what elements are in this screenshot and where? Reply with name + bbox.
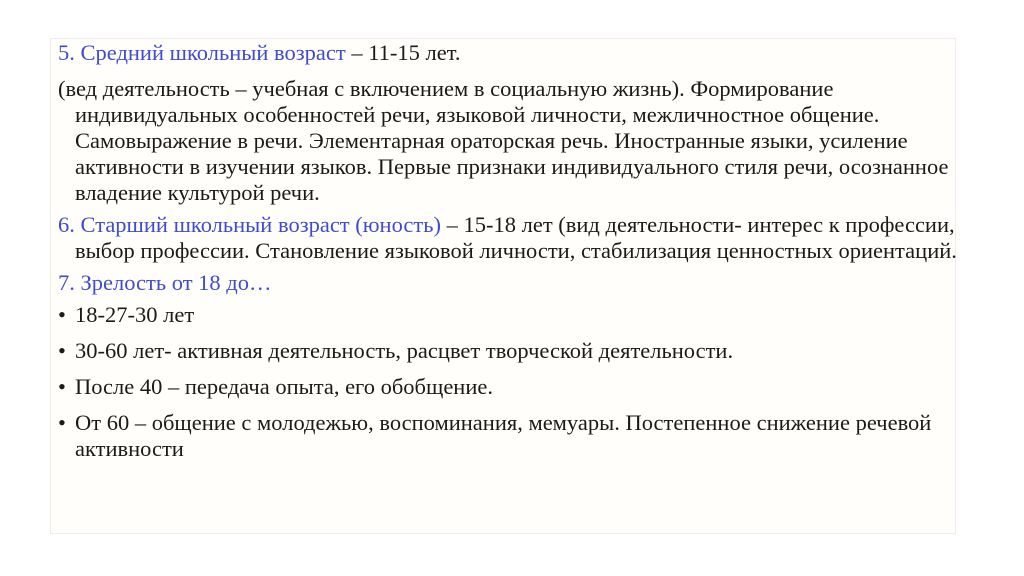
list-item-text: От 60 – общение с молодежью, воспоминания, мемуары. Постепенное снижение речевой активности: [75, 410, 932, 461]
section-5-age-range: – 11-15 лет.: [345, 40, 461, 65]
section-6-description: – 15-18 лет (вид деятельности- интерес к профессии, выбор профессии. Становление языковой личности, стабилизация ценностных ориентаций.: [75, 212, 957, 263]
list-item: [58, 374, 958, 400]
bullet-icon: •: [58, 302, 66, 327]
list-item: [58, 302, 958, 328]
list-item-text: После 40 – передача опыта, его обобщение.: [75, 374, 493, 399]
section-6-paragraph: [58, 212, 958, 264]
list-item: [58, 410, 958, 462]
bullet-icon: •: [58, 410, 66, 435]
section-7-heading-text: 7. Зрелость от 18 до…: [58, 270, 272, 295]
list-item-text: 30-60 лет- активная деятельность, расцвет творческой деятельности.: [75, 338, 734, 363]
section-7-heading: [58, 270, 958, 296]
list-item-text: 18-27-30 лет: [75, 302, 195, 327]
section-5-title: [58, 40, 958, 66]
bullet-icon: •: [58, 374, 66, 399]
bullet-icon: •: [58, 338, 66, 363]
section-6-heading: 6. Старший школьный возраст (юность): [58, 212, 441, 237]
section-5-description: (вед деятельность – учебная с включением в социальную жизнь). Формирование индивидуальных особенностей речи, языковой личности, межличностное общение. Самовыражение в речи. Элементарная ораторская речь. Иностранные языки, усиление активности в изучении языков. Первые признаки индивидуального стиля речи, осознанное владение культурой речи.: [58, 76, 949, 205]
section-5-heading: 5. Средний школьный возраст: [58, 40, 346, 65]
list-item: [58, 338, 958, 364]
text-body: [58, 40, 958, 472]
